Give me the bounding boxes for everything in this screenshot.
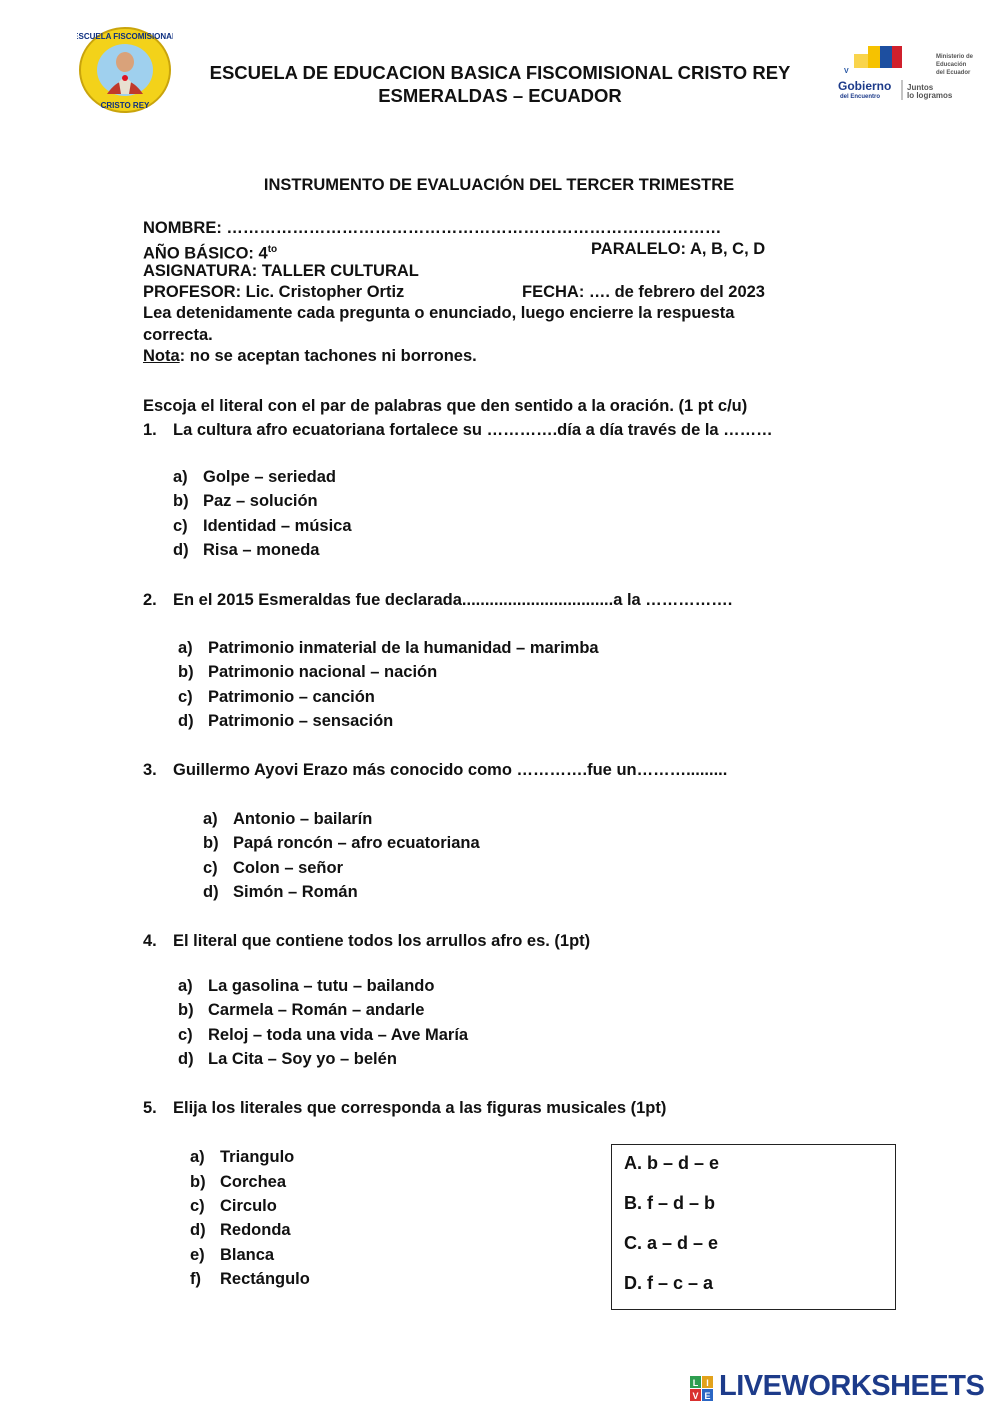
question-5: 5. Elija los literales que corresponda a las figuras musicales (1pt) xyxy=(143,1099,667,1117)
instruction-line2: correcta. xyxy=(143,326,213,344)
option-2d[interactable]: d) Patrimonio – sensación xyxy=(178,712,394,730)
profesor: PROFESOR: Lic. Cristopher Ortiz xyxy=(143,283,405,301)
option-5e[interactable]: e) Blanca xyxy=(190,1246,275,1264)
encuentro-text: del Encuentro xyxy=(840,94,881,100)
svg-text:E: E xyxy=(704,1391,711,1401)
juntos-text: Juntos xyxy=(907,83,934,92)
option-3b[interactable]: b) Papá roncón – afro ecuatoriana xyxy=(203,834,480,852)
option-3a[interactable]: a) Antonio – bailarín xyxy=(203,810,373,828)
logramos-text: lo logramos xyxy=(907,91,953,100)
option-2c[interactable]: c) Patrimonio – canción xyxy=(178,688,375,706)
gobierno-text: Gobierno xyxy=(838,79,892,93)
logo-text-bottom: CRISTO REY xyxy=(100,101,150,110)
nota-text: : no se aceptan tachones ni borrones. xyxy=(179,347,477,365)
answer-choice-d[interactable]: D. f – c – a xyxy=(624,1273,714,1293)
answer-choice-a[interactable]: A. b – d – e xyxy=(624,1153,720,1173)
section-instruction: Escoja el literal con el par de palabras que den sentido a la oración. (1 pt c/u) xyxy=(143,397,748,415)
answer-choice-c[interactable]: C. a – d – e xyxy=(624,1233,719,1253)
svg-text:V: V xyxy=(692,1391,699,1401)
option-3d[interactable]: d) Simón – Román xyxy=(203,883,358,901)
fecha: FECHA: …. de febrero del 2023 xyxy=(522,283,765,301)
paralelo: PARALELO: A, B, C, D xyxy=(591,240,766,258)
option-4c[interactable]: c) Reloj – toda una vida – Ave María xyxy=(178,1026,469,1044)
ministerio-line3: del Ecuador xyxy=(936,70,971,76)
question-1: 1. La cultura afro ecuatoriana fortalece su ………….día a día través de la ……… xyxy=(143,421,773,439)
option-1c[interactable]: c) Identidad – música xyxy=(173,517,352,535)
svg-text:V: V xyxy=(844,68,849,75)
school-name-line2: ESMERALDAS – ECUADOR xyxy=(378,85,622,106)
svg-text:L: L xyxy=(692,1378,699,1388)
ministry-logo xyxy=(824,40,974,108)
question-2: 2. En el 2015 Esmeraldas fue declarada.................................a la ……………. xyxy=(143,591,733,609)
option-1b[interactable]: b) Paz – solución xyxy=(173,492,318,510)
question-4: 4. El literal que contiene todos los arrullos afro es. (1pt) xyxy=(143,932,591,950)
option-2a[interactable]: a) Patrimonio inmaterial de la humanidad – marimba xyxy=(178,639,599,657)
page-title: INSTRUMENTO DE EVALUACIÓN DEL TERCER TRIMESTRE xyxy=(263,176,735,194)
ministerio-line1: Ministerio de xyxy=(936,54,974,60)
option-1d[interactable]: d) Risa – moneda xyxy=(173,541,320,559)
option-5d[interactable]: d) Redonda xyxy=(190,1221,291,1239)
liveworksheets-brand[interactable]: LIVEWORKSHEETS xyxy=(719,1370,985,1402)
nota-line xyxy=(143,346,477,367)
option-5f[interactable]: f) Rectángulo xyxy=(190,1270,310,1288)
option-4d[interactable]: d) La Cita – Soy yo – belén xyxy=(178,1050,397,1068)
logo-text-top: ESCUELA FISCOMISIONAL xyxy=(77,32,173,41)
option-3c[interactable]: c) Colon – señor xyxy=(203,859,344,877)
asignatura: ASIGNATURA: TALLER CULTURAL xyxy=(143,262,419,280)
instruction-line1: Lea detenidamente cada pregunta o enunciado, luego encierre la respuesta xyxy=(143,304,735,322)
nombre-line: NOMBRE: ……………………………………………………………………………… xyxy=(143,219,722,237)
liveworksheets-icon xyxy=(690,1376,714,1402)
option-4b[interactable]: b) Carmela – Román – andarle xyxy=(178,1001,425,1019)
option-1a[interactable]: a) Golpe – seriedad xyxy=(173,468,336,486)
nota-label: Nota xyxy=(143,347,180,365)
option-5b[interactable]: b) Corchea xyxy=(190,1173,287,1191)
anio-basico: AÑO BÁSICO: $4^{to}$ xyxy=(143,244,278,263)
school-logo xyxy=(77,26,173,114)
ministerio-line2: Educación xyxy=(936,62,967,68)
svg-text:I: I xyxy=(706,1378,709,1388)
school-name-line1: ESCUELA DE EDUCACION BASICA FISCOMISIONAL CRISTO REY xyxy=(209,62,791,83)
answer-box xyxy=(611,1144,896,1310)
option-5a[interactable]: a) Triangulo xyxy=(190,1148,295,1166)
option-5c[interactable]: c) Circulo xyxy=(190,1197,277,1215)
option-4a[interactable]: a) La gasolina – tutu – bailando xyxy=(178,977,435,995)
question-3: 3. Guillermo Ayovi Erazo más conocido como ………….fue un………......... xyxy=(143,761,728,779)
option-2b[interactable]: b) Patrimonio nacional – nación xyxy=(178,663,438,681)
answer-choice-b[interactable]: B. f – d – b xyxy=(624,1193,716,1213)
